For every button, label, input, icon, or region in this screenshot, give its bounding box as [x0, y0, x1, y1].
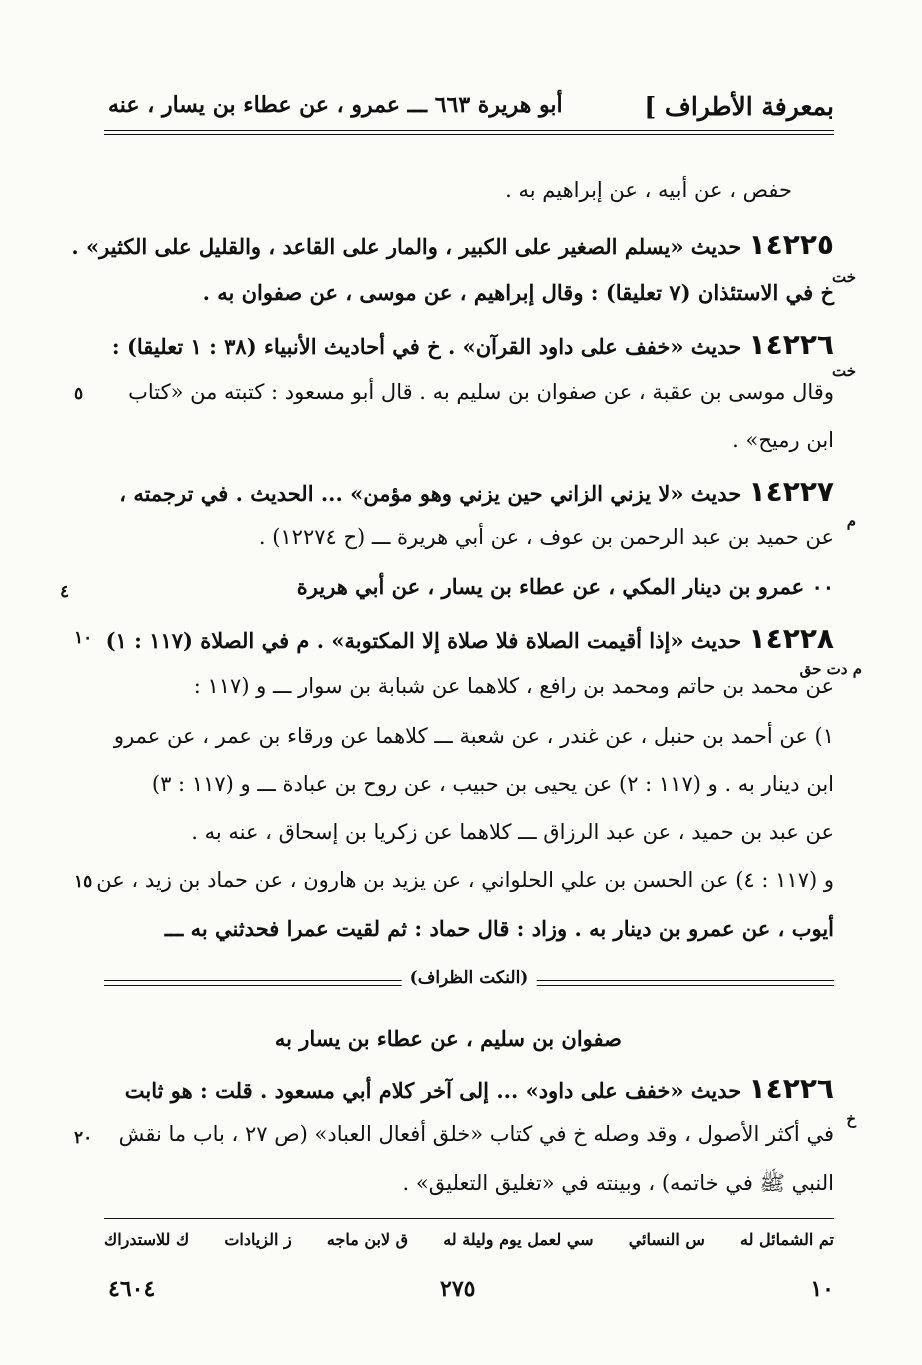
hadith-number: ١٤٢٢٨ [748, 622, 834, 655]
hadith-number: ١٤٢٢٥ [748, 228, 834, 261]
margin-line-number: ٢٠ [74, 1128, 93, 1148]
text-line-1: حفص ، عن أبيه ، عن إبراهيم به . [505, 178, 792, 202]
abbreviation-item: تم الشمائل له [740, 1230, 834, 1249]
abbreviation-item: س النسائي [628, 1230, 705, 1249]
note-line-3: في أكثر الأصول ، وقد وصله خ في كتاب «خلق أفعال العباد» (ص ٢٧ ، باب ما نقش [118, 1122, 834, 1146]
header-book-title: بمعرفة الأطراف ] [644, 92, 834, 121]
note-line-4: النبي ﷺ في خاتمه) ، وبينته في «تغليق التعليق» . [402, 1171, 834, 1195]
hadith-14227: ١٤٢٢٧ حديث «لا يزني الزاني حين يزني وهو مؤمن» ... الحديث . في ترجمته ، [119, 475, 834, 508]
footer-volume-number: ١٠ [810, 1276, 834, 1302]
text-line-14: عن عبد بن حميد ، عن عبد الرزاق ـــ كلاهما عن زكريا بن إسحاق ، عنه به . [191, 820, 834, 844]
text-line-11: عن محمد بن حاتم ومحمد بن رافع ، كلاهما عن شبابة بن سوار ـــ و (١١٧ : [193, 674, 834, 698]
text-line-15: و (١١٧ : ٤) عن الحسن بن علي الحلواني ، عن يزيد بن هارون ، عن حماد بن زيد ، عن [96, 868, 834, 892]
hadith-number: ١٤٢٢٦ [748, 1072, 834, 1105]
header-running-title: أبو هريرة ٦٦٣ ـــ عمرو ، عن عطاء بن يسار ، عنه [108, 92, 563, 118]
separator-label: (النكت الظراف) [402, 968, 537, 988]
text-line-16: أيوب ، عن عمرو بن دينار به . وزاد : قال حماد : ثم لقيت عمرا فحدثني به ـــ [164, 916, 834, 941]
text-line-5: وقال موسى بن عقبة ، عن صفوان بن سليم به . قال أبو مسعود : كتبته من «كتاب [128, 380, 834, 404]
header-rule-double [104, 134, 834, 135]
hadith-14228: ١٤٢٢٨ حديث «إذا أقيمت الصلاة فلا صلاة إلا المكتوبة» . م في الصلاة (١١٧ : ١) [105, 622, 834, 655]
text-line-13: ابن دينار به . و (١١٧ : ٢) عن يحيى بن حبيب ، عن روح بن عبادة ـــ و (١١٧ : ٣) [151, 772, 834, 796]
hadith-number: ١٤٢٢٧ [748, 475, 834, 508]
text-line-6: ابن رميح» . [732, 428, 834, 452]
hadith-14225: ١٤٢٢٥ حديث «يسلم الصغير على الكبير ، والمار على القاعد ، والقليل على الكثير» . [71, 228, 834, 261]
abbreviation-item: ق لابن ماجه [326, 1230, 409, 1249]
margin-line-number: ٥ [74, 384, 84, 404]
footer-sequence-number: ٤٦٠٤ [108, 1276, 156, 1302]
abbreviation-item: ز الزيادات [224, 1230, 292, 1249]
notes-heading: صفوان بن سليم ، عن عطاء بن يسار به [274, 1026, 622, 1051]
abbreviation-item: ك للاستدراك [104, 1230, 190, 1249]
text-line-12: ١) عن أحمد بن حنبل ، عن غندر ، عن شعبة ـــ كلاهما عن ورقاء بن عمر ، عن عمرو [113, 724, 834, 748]
margin-siglum: م [846, 512, 856, 530]
abbreviation-item: سي لعمل يوم وليلة له [443, 1230, 594, 1249]
notes-separator [104, 968, 834, 998]
note-14226: ١٤٢٢٦ حديث «خفف على داود» ... إلى آخر كلام أبي مسعود . قلت : هو ثابت [124, 1072, 834, 1105]
margin-siglum: خت [831, 362, 856, 380]
text-line-8: عن حميد بن عبد الرحمن بن عوف ، عن أبي هريرة ـــ (ح ١٢٢٧٤) . [258, 525, 834, 549]
margin-siglum: خ [846, 1110, 856, 1128]
margin-siglum: م دت حق [799, 660, 862, 678]
abbreviation-key [104, 1230, 834, 1249]
hadith-number: ١٤٢٢٦ [748, 328, 834, 361]
header-rule [104, 130, 834, 131]
margin-line-number: ١٠ [74, 628, 93, 648]
footer-rule [104, 1218, 834, 1219]
section-heading: ٠٠ عمرو بن دينار المكي ، عن عطاء بن يسار ، عن أبي هريرة [296, 574, 834, 599]
hadith-14226: ١٤٢٢٦ حديث «خفف على داود القرآن» . خ في أحاديث الأنبياء (٣٨ : ١ تعليقا) : [111, 328, 834, 361]
text-line-3: خ في الاستئذان (٧ تعليقا) : وقال إبراهيم ، عن موسى ، عن صفوان به . [202, 280, 834, 305]
margin-siglum: خت [831, 268, 856, 286]
margin-line-number: ١٥ [74, 872, 93, 892]
margin-marker: ٤ [60, 582, 70, 602]
page-number: ٢٧٥ [440, 1276, 476, 1302]
